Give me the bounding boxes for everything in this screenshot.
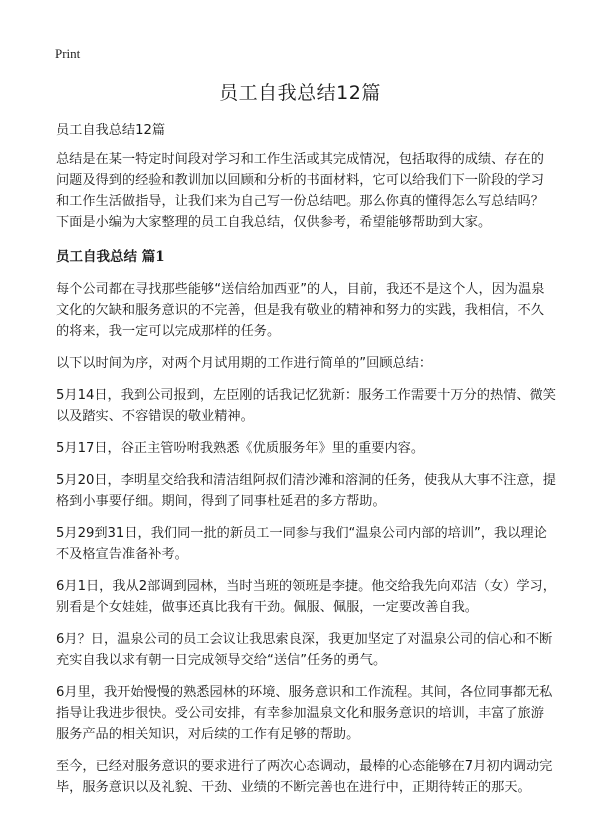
body-paragraph: 至今，已经对服务意识的要求进行了两次心态调动，最棒的心态能够在7月初内调动完毕，服务意识以及礼貌、干劲、业绩的不断完善也在进行中，正期待转正的那天。 — [56, 759, 553, 795]
body-paragraph: 5月17日，谷正主管吩咐我熟悉《优质服务年》里的重要内容。 — [56, 441, 425, 456]
body-paragraph: 5月29到31日，我们同一批的新员工一同参与我们“温泉公司内部的培训”，我以理论不及格宣告准备补考。 — [56, 526, 547, 562]
body-paragraph: 5月20日，李明星交给我和清洁组阿叔们清沙滩和溶洞的任务，使我从大事不注意，提格到小事要仔细。期间，得到了同事杜延君的多方帮助。 — [56, 473, 556, 509]
body-paragraph: 每个公司都在寻找那些能够“送信给加西亚”的人，目前，我还不是这个人，因为温泉文化的欠缺和服务意识的不完善，但是我有敬业的精神和努力的实践，我相信，不久的将来，我一定可以完成那样的任务。 — [56, 282, 545, 339]
print-link[interactable]: Print — [55, 46, 81, 61]
section-heading: 员工自我总结 篇1 — [56, 249, 165, 265]
intro-paragraph: 总结是在某一特定时间段对学习和工作生活或其完成情况，包括取得的成绩、存在的问题及得到的经验和教训加以回顾和分析的书面材料，它可以给我们下一阶段的学习和工作生活做指导，让我们来为自己写一份总结吧。那么你真的懂得怎么写总结吗？下面是小编为大家整理的员工自我总结，仅供参考，希望能够帮助到大家。 — [56, 152, 544, 230]
body-paragraph: 6月1日，我从2部调到园林，当时当班的领班是李捷。他交给我先向邓洁（女）学习，别看是个女娃娃，做事还真比我有干劲。佩服、佩服，一定要改善自我。 — [56, 579, 556, 615]
body-paragraph: 6月？日，温泉公司的员工会议让我思索良深，我更加坚定了对温泉公司的信心和不断充实自我以求有朝一日完成领导交给“送信”任务的勇气。 — [56, 632, 553, 668]
page-title: 员工自我总结12篇 — [219, 82, 381, 104]
body-paragraph: 6月里，我开始慢慢的熟悉园林的环境、服务意识和工作流程。其间，各位同事都无私指导让我进步很快。受公司安排，有幸参加温泉文化和服务意识的培训，丰富了旅游服务产品的相关知识，对后续的工作有足够的帮助。 — [56, 685, 553, 742]
document-body — [56, 120, 556, 809]
body-paragraph: 5月14日，我到公司报到，左臣刚的话我记忆犹新：服务工作需要十万分的热情、微笑以及踏实、不容错误的敬业精神。 — [56, 388, 556, 424]
document-subtitle: 员工自我总结12篇 — [56, 123, 166, 138]
body-paragraph: 以下以时间为序，对两个月试用期的工作进行简单的”回顾总结： — [56, 356, 433, 371]
